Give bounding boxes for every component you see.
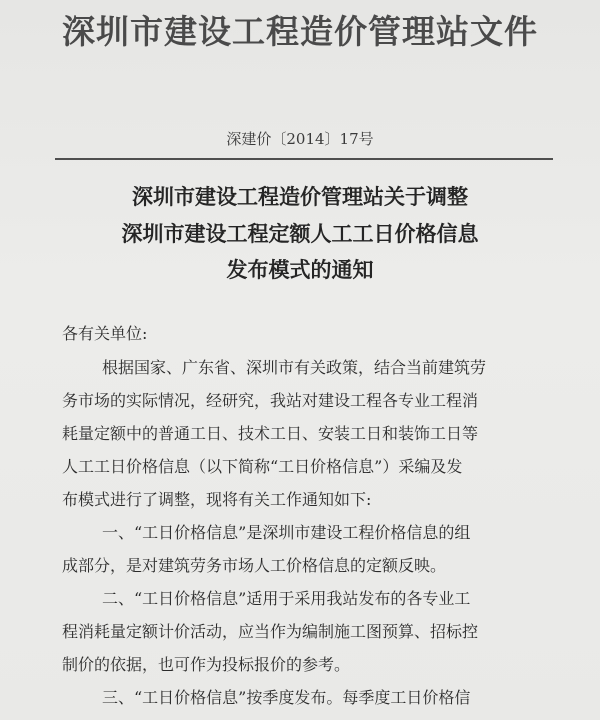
notice-title-line-1: 深圳市建设工程造价管理站关于调整: [132, 185, 468, 209]
body-line: 二、“工日价格信息”适用于采用我站发布的各专业工: [102, 589, 471, 608]
addressee-line: 各有关单位:: [62, 324, 148, 343]
issuer-header-title: 深圳市建设工程造价管理站文件: [62, 12, 538, 51]
notice-title-line-3: 发布模式的通知: [226, 258, 374, 282]
notice-title-line-2: 深圳市建设工程定额人工工日价格信息: [121, 222, 479, 246]
body-line: 一、“工日价格信息”是深圳市建设工程价格信息的组: [102, 523, 471, 542]
body-line: 制价的依据，也可作为投标报价的参考。: [62, 655, 351, 674]
document-number: 深建价〔2014〕17号: [226, 130, 374, 148]
body-line: 根据国家、广东省、深圳市有关政策，结合当前建筑劳: [102, 358, 487, 377]
body-line: 成部分，是对建筑劳务市场人工价格信息的定额反映。: [62, 556, 447, 575]
body-line: 布模式进行了调整，现将有关工作通知如下:: [62, 490, 372, 509]
body-line: 程消耗量定额计价活动，应当作为编制施工图预算、招标控: [62, 622, 479, 641]
body-line: 务市场的实际情况，经研究，我站对建设工程各专业工程消: [62, 391, 479, 410]
body-line: 人工工日价格信息（以下简称“工日价格信息”）采编及发: [62, 457, 463, 476]
body-line: 三、“工日价格信息”按季度发布。每季度工日价格信: [102, 688, 471, 707]
header-divider-line: [55, 158, 553, 160]
body-line: 耗量定额中的普通工日、技术工日、安装工日和装饰工日等: [62, 424, 479, 443]
